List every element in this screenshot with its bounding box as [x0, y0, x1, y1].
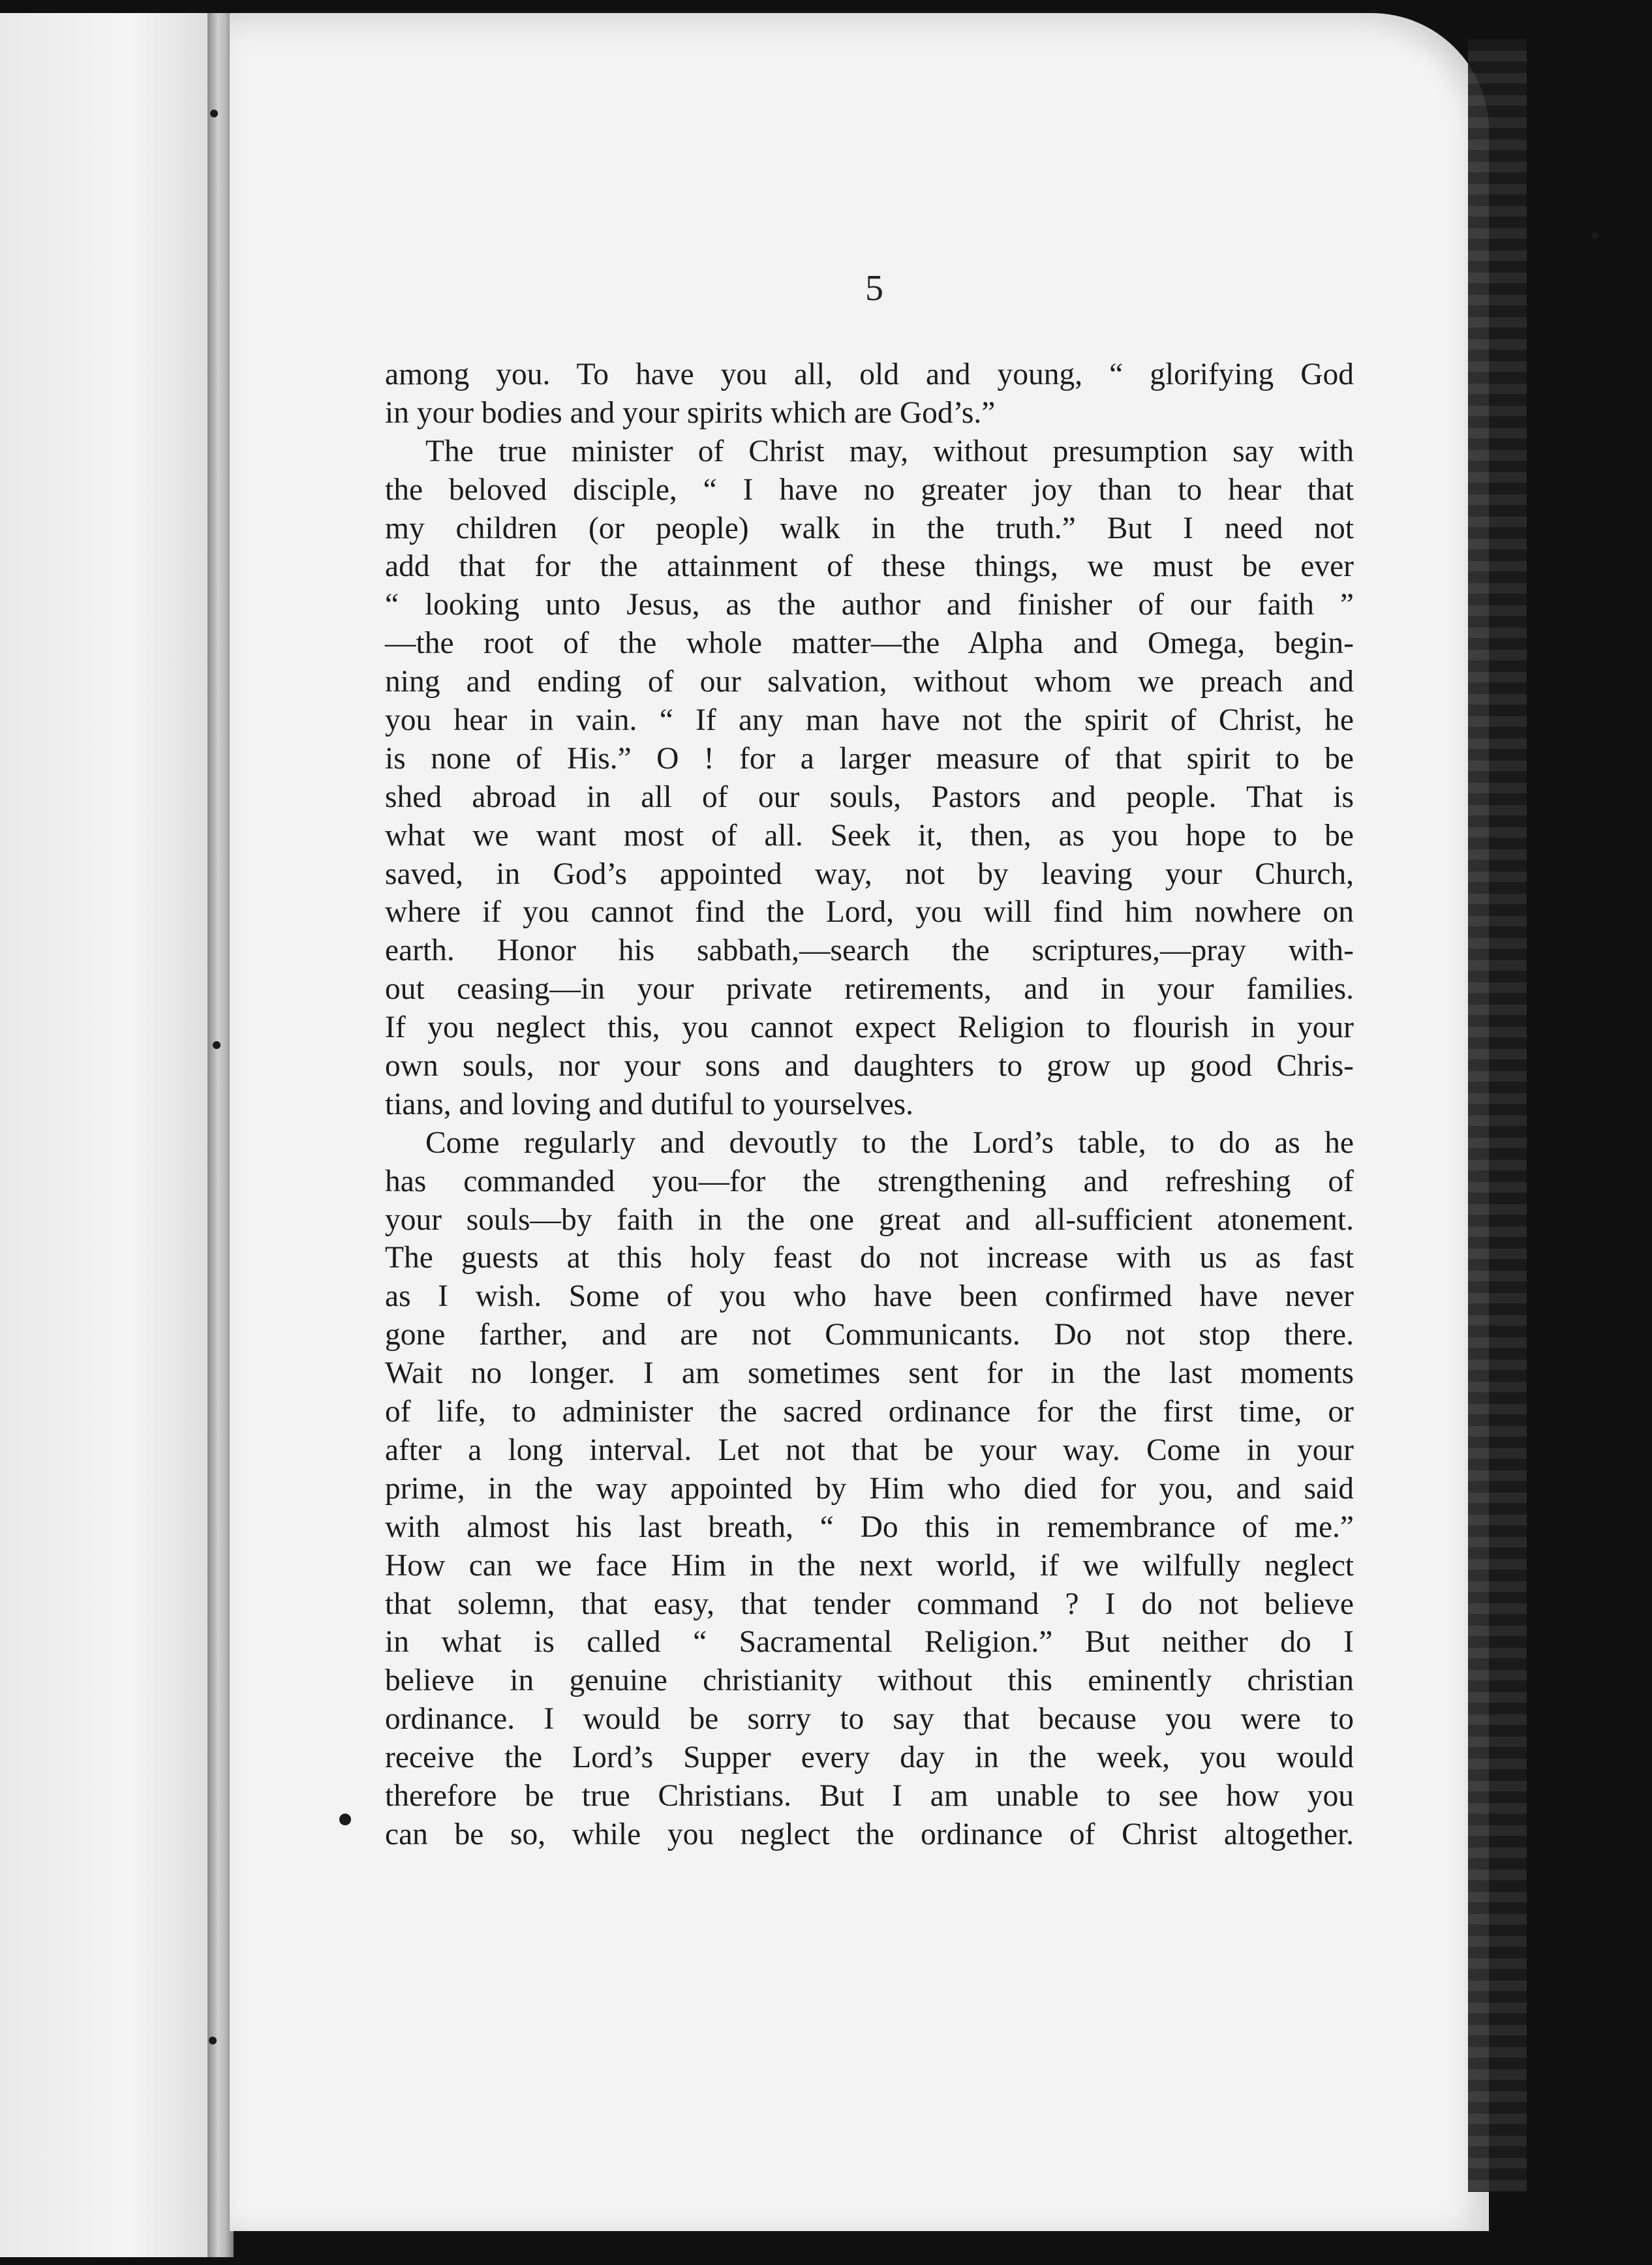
text-line: ning and ending of our salvation, without whom we preach and [385, 665, 1354, 699]
text-line: receive the Lord’s Supper every day in the week, you would [385, 1741, 1354, 1775]
text-line: can be so, while you neglect the ordinance of Christ altogether. [385, 1817, 1354, 1851]
text-line: The true minister of Christ may, without presumption say with [425, 434, 1354, 468]
text-line: the beloved disciple, “ I have no greater joy than to hear that [385, 472, 1354, 507]
text-line: “ looking unto Jesus, as the author and finisher of our faith ” [385, 588, 1354, 622]
text-line: tians, and loving and dutiful to yourselves. [385, 1087, 914, 1121]
text-line: gone farther, and are not Communicants. Do not stop there. [385, 1318, 1354, 1352]
text-line: with almost his last breath, “ Do this in remembrance of me.” [385, 1510, 1354, 1544]
body-text [385, 356, 1354, 1854]
text-line: of life, to administer the sacred ordinance for the first time, or [385, 1395, 1354, 1429]
page-number: 5 [865, 268, 883, 309]
text-line: in your bodies and your spirits which are God’s.” [385, 395, 996, 430]
text-line: among you. To have you all, old and young, “ glorifying God [385, 357, 1354, 391]
text-line: is none of His.” O ! for a larger measure of that spirit to be [385, 741, 1354, 776]
facing-page-margin [0, 13, 219, 2257]
text-line: has commanded you—for the strengthening and refreshing of [385, 1164, 1354, 1198]
text-line: shed abroad in all of our souls, Pastors and people. That is [385, 780, 1354, 814]
scan-speck [210, 110, 218, 117]
text-line: add that for the attainment of these things, we must be ever [385, 549, 1354, 584]
text-line: believe in genuine christianity without this eminently christian [385, 1664, 1354, 1698]
text-line: in what is called “ Sacramental Religion.” But neither do I [385, 1625, 1354, 1660]
text-line: after a long interval. Let not that be your way. Come in your [385, 1433, 1354, 1467]
text-line: own souls, nor your sons and daughters to grow up good Chris- [385, 1049, 1354, 1084]
scan-speck [209, 2037, 217, 2045]
text-line: your souls—by faith in the one great and all-sufficient atonement. [385, 1202, 1354, 1237]
text-line: Come regularly and devoutly to the Lord’s table, to do as he [425, 1125, 1354, 1160]
text-line: Wait no longer. I am sometimes sent for in the last moments [385, 1356, 1354, 1391]
text-line: saved, in God’s appointed way, not by leaving your Church, [385, 857, 1354, 891]
page-edge-shadow [1468, 39, 1527, 2192]
text-line: The guests at this holy feast do not increase with us as fast [385, 1241, 1354, 1275]
text-line: as I wish. Some of you who have been confirmed have never [385, 1279, 1354, 1314]
text-line: where if you cannot find the Lord, you will find him nowhere on [385, 895, 1354, 930]
text-line: prime, in the way appointed by Him who died for you, and said [385, 1471, 1354, 1506]
scan-speck [1592, 232, 1598, 239]
scan-speck [213, 1041, 221, 1049]
scan-speck [339, 1814, 351, 1825]
text-line: ordinance. I would be sorry to say that because you were to [385, 1702, 1354, 1737]
text-line: out ceasing—in your private retirements, and in your families. [385, 972, 1354, 1007]
text-line: —the root of the whole matter—the Alpha and Omega, begin- [385, 626, 1354, 661]
text-line: what we want most of all. Seek it, then, as you hope to be [385, 818, 1354, 853]
text-line: If you neglect this, you cannot expect Religion to flourish in your [385, 1011, 1354, 1045]
text-line: therefore be true Christians. But I am unable to see how you [385, 1778, 1354, 1813]
text-line: that solemn, that easy, that tender command ? I do not believe [385, 1587, 1354, 1621]
text-line: earth. Honor his sabbath,—search the scriptures,—pray with- [385, 934, 1354, 968]
text-line: How can we face Him in the next world, if we wilfully neglect [385, 1548, 1354, 1583]
text-line: you hear in vain. “ If any man have not the spirit of Christ, he [385, 703, 1354, 738]
text-line: my children (or people) walk in the truth.” But I need not [385, 511, 1354, 545]
